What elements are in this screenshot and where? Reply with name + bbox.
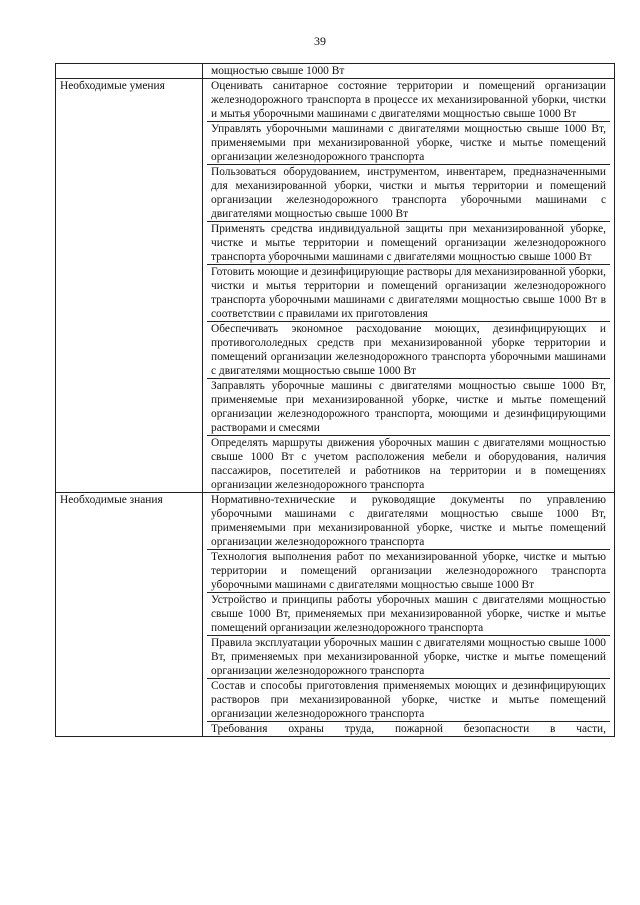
requirements-table (55, 63, 615, 737)
list-item: Управлять уборочными машинами с двигателями мощностью свыше 1000 Вт, применяемыми при механизированной уборке, чистке и мытье помещений организации железнодорожного транспорта (207, 122, 610, 165)
list-item: Технология выполнения работ по механизированной уборке, чистке и мытью территории и помещений организации железнодорожного транспорта уборочными машинами с двигателями мощностью свыше 1000 Вт (207, 550, 610, 593)
list-item: Требования охраны труда, пожарной безопасности в части, (211, 723, 606, 735)
page-number: 39 (314, 34, 326, 48)
list-item: Оценивать санитарное состояние территории и помещений организации железнодорожного транспорта в процессе их механизированной уборки, чистки и мытья уборочными машинами с двигателями мощностью свыше 1000 Вт (207, 79, 610, 122)
row-label: Необходимые знания (56, 493, 203, 737)
table-row (56, 79, 615, 493)
row-label: Необходимые умения (56, 79, 203, 493)
list-item: Устройство и принципы работы уборочных машин с двигателями мощностью свыше 1000 Вт, применяемых при механизированной уборке, чистке и мытье помещений организации железнодорожного транспорта (207, 593, 610, 636)
list-item: Правила эксплуатации уборочных машин с двигателями мощностью свыше 1000 Вт, применяемых при механизированной уборке, чистке и мытье помещений организации железнодорожного транспорта (207, 636, 610, 679)
list-item: Обеспечивать экономное расходование моющих, дезинфицирующих и противогололедных средств при механизированной уборке территории и помещений организации железнодорожного транспорта уборочными машинами с двигателями мощностью свыше 1000 Вт (207, 322, 610, 379)
row-items (203, 64, 615, 79)
table-row (56, 493, 615, 737)
table-row (56, 64, 615, 79)
row-items (203, 79, 615, 493)
list-item: мощностью свыше 1000 Вт (211, 65, 345, 77)
row-items (203, 493, 615, 737)
list-item: Пользоваться оборудованием, инструментом, инвентарем, предназначенными для механизированной уборки, чистки и мытья территории и помещений организации железнодорожного транспорта уборочными машинами с двигателями мощностью свыше 1000 Вт (207, 165, 610, 222)
list-item: Состав и способы приготовления применяемых моющих и дезинфицирующих растворов при механизированной уборке, чистке и мытье помещений организации железнодорожного транспорта (207, 679, 610, 722)
list-item: Применять средства индивидуальной защиты при механизированной уборке, чистке и мытье территории и помещений организации железнодорожного транспорта уборочными машинами с двигателями мощностью свыше 1000 Вт (207, 222, 610, 265)
list-item: Определять маршруты движения уборочных машин с двигателями мощностью свыше 1000 Вт с учетом расположения мебели и оборудования, наличия пассажиров, посетителей и работников на территории и в помещениях организации железнодорожного транспорта (211, 437, 606, 491)
list-item: Заправлять уборочные машины с двигателями мощностью свыше 1000 Вт, применяемые при механизированной уборке, чистке и мытье помещений организации железнодорожного транспорта, моющими и дезинфицирующими растворами и смесями (207, 379, 610, 436)
row-label (56, 64, 203, 79)
list-item: Нормативно-технические и руководящие документы по управлению уборочными машинами с двигателями мощностью свыше 1000 Вт, применяемыми при механизированной уборке, чистке и мытье помещений организации железнодорожного транспорта (207, 493, 610, 550)
list-item: Готовить моющие и дезинфицирующие растворы для механизированной уборки, чистки и мытья территории и помещений организации железнодорожного транспорта уборочными машинами с двигателями мощностью свыше 1000 Вт в соответствии с правилами их приготовления (207, 265, 610, 322)
